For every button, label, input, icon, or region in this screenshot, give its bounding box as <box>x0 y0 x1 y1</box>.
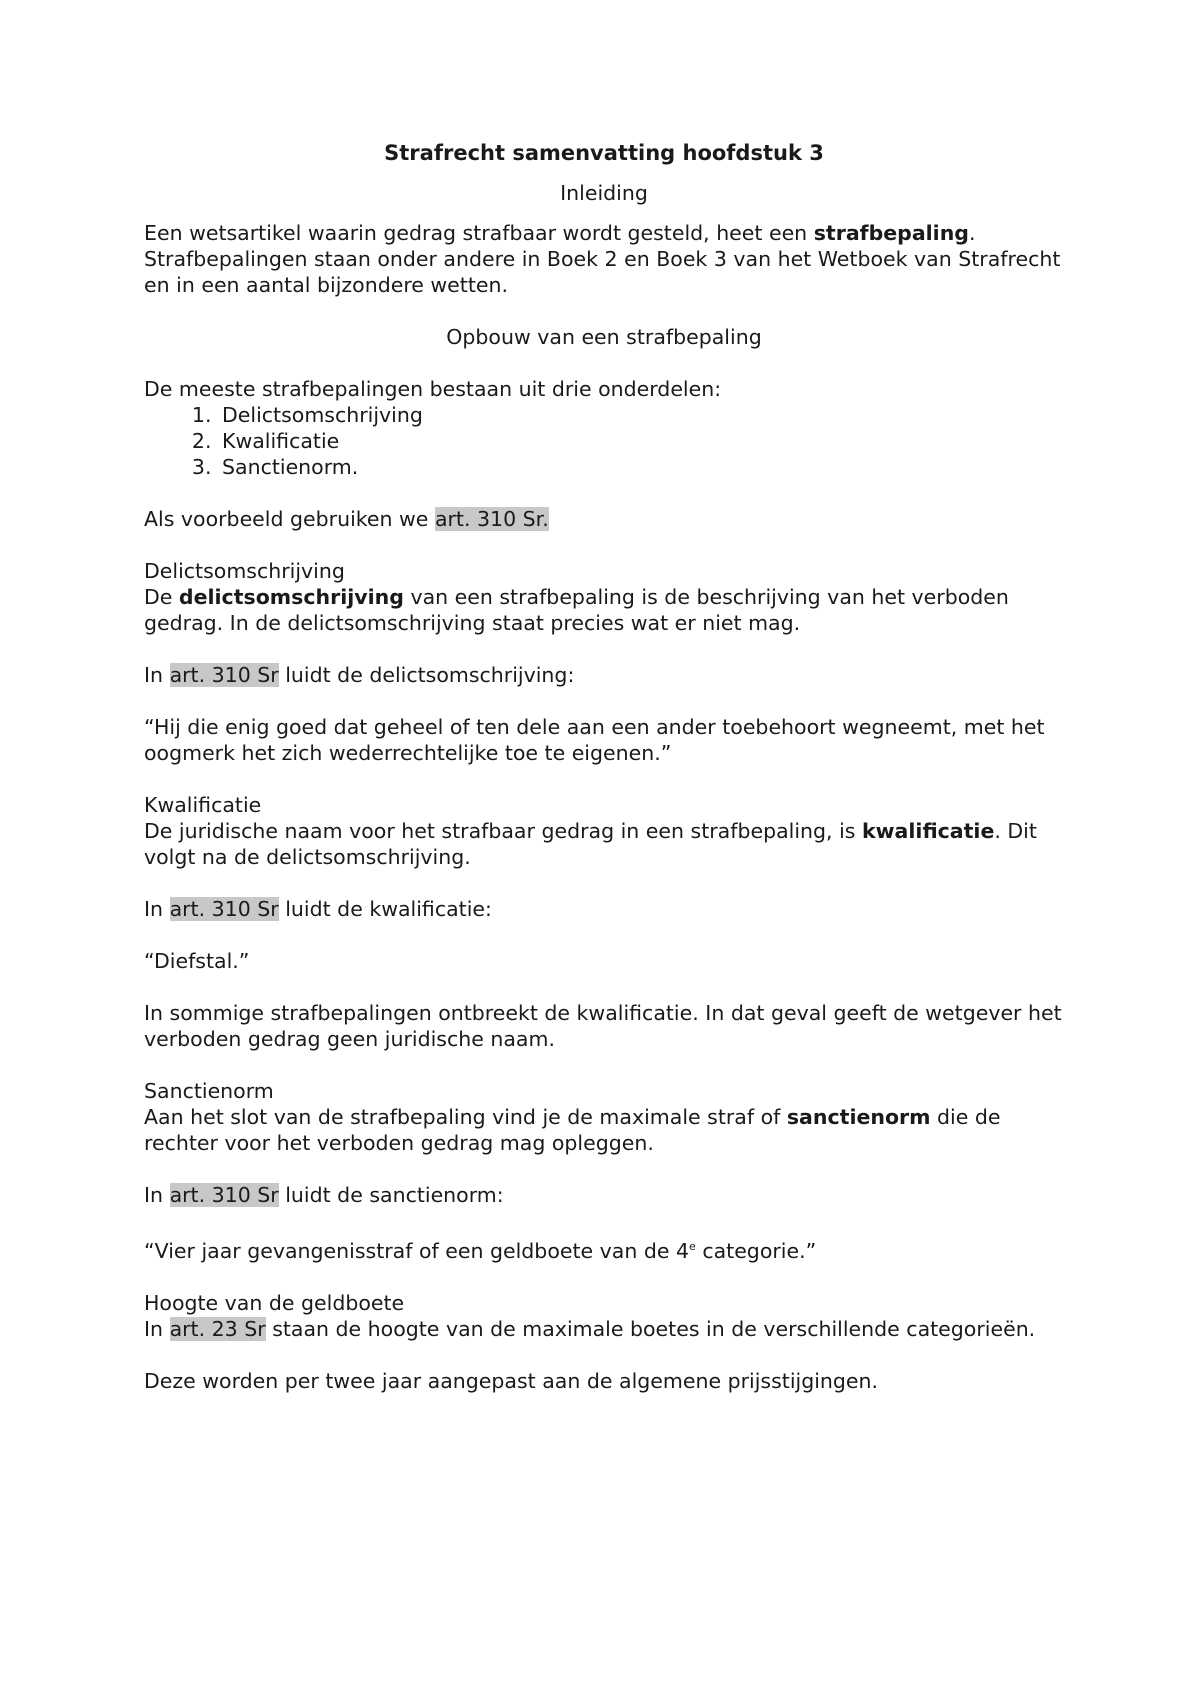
boete-note: Deze worden per twee jaar aangepast aan de algemene prijsstijgingen. <box>144 1368 879 1393</box>
list-item: 3. Sanctienorm. <box>218 454 1064 480</box>
heading-kwalificatie: Kwalificatie <box>144 793 262 817</box>
delict-paragraph: De delictsomschrijving van een strafbepaling is de beschrijving van het verboden gedrag. In de delictsomschrijving staat precies wat er niet mag. <box>144 585 1009 635</box>
example-line: Als voorbeeld gebruiken we art. 310 Sr. <box>144 507 549 531</box>
heading-sanctienorm: Sanctienorm <box>144 1079 274 1103</box>
heading-hoogte-geldboete: Hoogte van de geldboete <box>144 1290 405 1315</box>
document-page <box>144 140 1064 1394</box>
list-item: 1. Delictsomschrijving <box>218 402 1064 428</box>
kwal-intro-line: In art. 310 Sr luidt de kwalificatie: <box>144 897 492 921</box>
highlight-art-310: art. 310 Sr <box>169 897 279 921</box>
document-title: Strafrecht samenvatting hoofdstuk 3 <box>384 141 824 165</box>
delict-quote: “Hij die enig goed dat geheel of ten dele aan een ander toebehoort wegneemt, met het oogmerk het zich wederrechtelijke toe te eigenen.” <box>144 715 1045 765</box>
sanctie-quote: “Vier jaar gevangenisstraf of een geldboete van de 4e categorie.” <box>144 1238 817 1263</box>
build-list <box>144 402 1064 480</box>
highlight-art-310: art. 310 Sr <box>169 1183 279 1207</box>
sanctie-intro-line: In art. 310 Sr luidt de sanctienorm: <box>144 1183 504 1207</box>
heading-inleiding: Inleiding <box>560 181 648 205</box>
list-item: 2. Kwalificatie <box>218 428 1064 454</box>
kwal-note: In sommige strafbepalingen ontbreekt de kwalificatie. In dat geval geeft de wetgever het verboden gedrag geen juridische naam. <box>144 1001 1062 1051</box>
intro-paragraph: Een wetsartikel waarin gedrag strafbaar wordt gesteld, heet een strafbepaling. Strafbepalingen staan onder andere in Boek 2 en Boek 3 van het Wetboek van Strafrecht en in een aantal bijzondere wetten. <box>144 221 1061 297</box>
heading-opbouw: Opbouw van een strafbepaling <box>446 325 762 349</box>
heading-delictsomschrijving: Delictsomschrijving <box>144 559 345 583</box>
highlight-art-23: art. 23 Sr <box>169 1316 266 1341</box>
delict-intro-line: In art. 310 Sr luidt de delictsomschrijving: <box>144 663 575 687</box>
highlight-art-310: art. 310 Sr. <box>434 507 549 531</box>
build-intro: De meeste strafbepalingen bestaan uit drie onderdelen: <box>144 377 722 401</box>
boete-paragraph: In art. 23 Sr staan de hoogte van de maximale boetes in de verschillende categorieën. <box>144 1316 1036 1341</box>
sanctie-paragraph: Aan het slot van de strafbepaling vind je de maximale straf of sanctienorm die de rechter voor het verboden gedrag mag opleggen. <box>144 1105 1001 1155</box>
kwal-quote: “Diefstal.” <box>144 949 250 973</box>
highlight-art-310: art. 310 Sr <box>169 663 279 687</box>
kwal-paragraph: De juridische naam voor het strafbaar gedrag in een strafbepaling, is kwalificatie. Dit volgt na de delictsomschrijving. <box>144 819 1037 869</box>
